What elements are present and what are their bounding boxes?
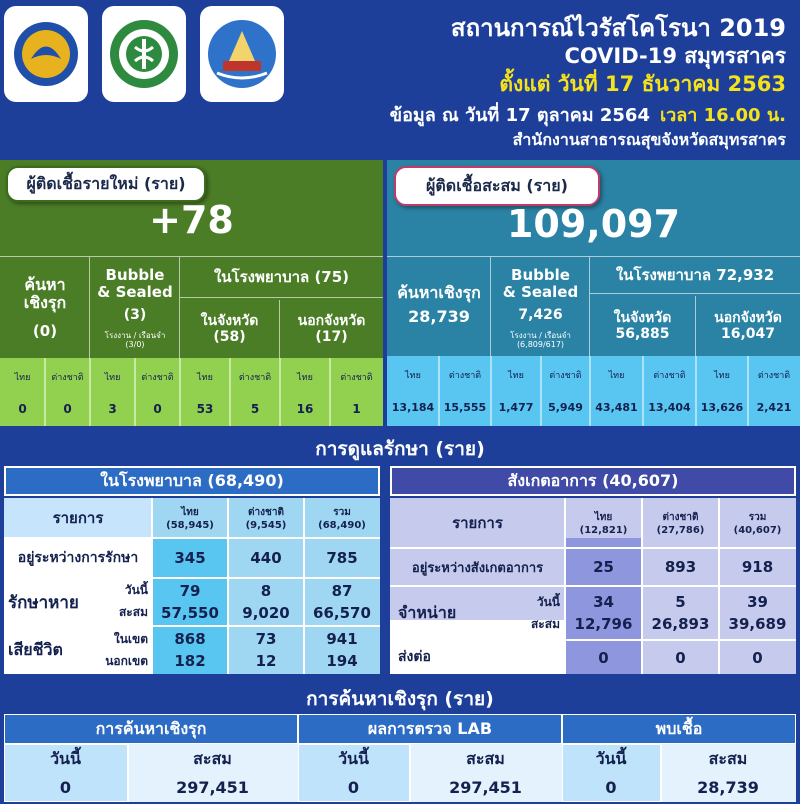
page-title: สถานการณ์ไวรัสโคโรนา 2019 — [450, 14, 786, 42]
observe-col-item: รายการ — [452, 514, 503, 532]
observe-discharged-today-value: 34 — [593, 593, 614, 611]
cum-foreign-label: ต่างชาติ — [448, 370, 482, 381]
cum-foreign-label: ต่างชาติ — [653, 370, 686, 381]
hospital-recovered-cum-value: 66,570 — [313, 604, 371, 622]
cum-thai-label: ไทย — [714, 370, 730, 381]
cum-breakdown-value: 13,184 — [391, 400, 435, 414]
observe-discharged-cum-value: 26,893 — [651, 615, 710, 633]
hospital-table-title: ในโรงพยาบาล (68,490) — [100, 470, 284, 490]
new-bubble-label: Bubble & Sealed — [97, 265, 173, 301]
observe-col-foreign: ต่างชาติ (27,786) — [656, 512, 705, 536]
cum-breakdown-value: 43,481 — [595, 400, 638, 414]
proactive-cum-value: 297,451 — [449, 777, 522, 797]
new-thai-label: ไทย — [197, 372, 213, 383]
proactive-group-title: พบเชื้อ — [655, 718, 703, 738]
cum-bubble-sub: โรงงาน / เรือนจำ (6,809/617) — [510, 330, 571, 349]
observe-col-thai: ไทย (12,821) — [579, 512, 628, 536]
new-foreign-label: ต่างชาติ — [238, 372, 272, 383]
proactive-cum-label: สะสม — [466, 748, 505, 768]
cum-proactive-label: ค้นหาเชิงรุก — [397, 282, 481, 302]
observe-discharged-today-value: 39 — [747, 593, 768, 611]
province-logo — [200, 6, 284, 102]
proactive-group-title: ผลการตรวจ LAB — [367, 718, 493, 738]
hospital-row-deaths: เสียชีวิต — [8, 639, 63, 659]
care-title: การดูแลรักษา (ราย) — [315, 438, 485, 460]
data-time: เวลา 16.00 น. — [659, 105, 786, 126]
hospital-recovered-today-value: 79 — [179, 582, 201, 600]
hospital-deaths-in-value: 868 — [174, 630, 206, 648]
new-breakdown-value: 1 — [352, 402, 361, 417]
hospital-col-foreign: ต่างชาติ (9,545) — [245, 507, 287, 531]
hospital-deaths-in-value: 941 — [326, 630, 358, 648]
cum-breakdown-value: 1,477 — [498, 400, 534, 414]
observe-col-total: รวม (40,607) — [733, 512, 782, 536]
ministry-logo — [102, 6, 186, 102]
cum-bubble-count: 7,426 — [518, 306, 563, 323]
cum-breakdown-value: 13,626 — [700, 400, 744, 414]
hospital-col-item: รายการ — [52, 509, 104, 527]
new-foreign-label: ต่างชาติ — [51, 372, 84, 383]
new-breakdown-value: 53 — [196, 402, 214, 417]
proactive-today-label: วันนี้ — [50, 748, 81, 768]
cum-bubble-label: Bubble & Sealed — [502, 265, 579, 301]
cumulative-label: ผู้ติดเชื้อสะสม (ราย) — [394, 166, 600, 206]
new-thai-label: ไทย — [14, 372, 31, 383]
observe-discharged-today-label: วันนี้ — [536, 594, 560, 609]
hospital-col-total: รวม (68,490) — [318, 507, 366, 531]
new-breakdown-value: 0 — [18, 402, 27, 417]
cum-thai-label: ไทย — [508, 370, 524, 381]
new-breakdown-value: 0 — [153, 402, 162, 417]
new-cases-label: ผู้ติดเชื้อรายใหม่ (ราย) — [6, 166, 206, 202]
proactive-cum-value: 297,451 — [176, 777, 249, 797]
observe-referred-value: 0 — [675, 649, 686, 667]
new-foreign-label: ต่างชาติ — [141, 372, 174, 383]
data-date: ข้อมูล ณ วันที่ 17 ตุลาคม 2564 — [389, 105, 650, 126]
observe-discharged-cum-value: 12,796 — [574, 615, 633, 633]
proactive-today-label: วันนี้ — [595, 748, 627, 768]
hospital-treating-value: 345 — [174, 549, 206, 567]
observe-discharged-cum-value: 39,689 — [728, 615, 787, 633]
observe-referred-value: 0 — [598, 649, 609, 667]
new-proactive-label: ค้นหา เชิงรุก — [23, 274, 67, 312]
observe-referred-value: 0 — [752, 649, 763, 667]
proactive-cum-label: สะสม — [708, 748, 748, 768]
new-breakdown-value: 3 — [108, 402, 117, 417]
observe-discharged-today-value: 5 — [675, 593, 686, 611]
observe-table-title: สังเกตอาการ (40,607) — [507, 470, 679, 490]
new-breakdown-value: 0 — [63, 402, 72, 417]
new-breakdown-value: 16 — [296, 402, 314, 417]
page-subtitle: COVID-19 สมุทรสาคร — [564, 44, 786, 68]
cum-breakdown-value: 15,555 — [443, 400, 487, 414]
cum-out-province: นอกจังหวัด 16,047 — [714, 309, 782, 342]
new-thai-label: ไทย — [104, 372, 121, 383]
proactive-cum-value: 28,739 — [697, 777, 759, 797]
hospital-treating-value: 785 — [326, 549, 358, 567]
hospital-col-thai: ไทย (58,945) — [166, 507, 214, 531]
cum-in-province: ในจังหวัด 56,885 — [590, 296, 696, 356]
proactive-today-value: 0 — [347, 777, 360, 797]
hospital-recovered-today-value: 87 — [331, 582, 353, 600]
cum-foreign-label: ต่างชาติ — [549, 370, 582, 381]
hospital-deaths-in-value: 73 — [255, 630, 277, 648]
hospital-recovered-today-value: 8 — [260, 582, 272, 600]
new-bubble-sub: โรงงาน / เรือนจำ (3/0) — [104, 330, 166, 349]
hospital-row-recovered: รักษาหาย — [8, 592, 79, 613]
observe-row-observing: อยู่ระหว่างสังเกตอาการ — [411, 560, 544, 576]
new-in-province: ในจังหวัด (58) — [180, 300, 280, 358]
cum-proactive-count: 28,739 — [408, 306, 470, 326]
new-cases-total: +78 — [149, 198, 234, 242]
hospital-recovered-cum-value: 9,020 — [242, 604, 290, 622]
hospital-recovered-cum-value: 57,550 — [161, 604, 219, 622]
cum-foreign-label: ต่างชาติ — [757, 370, 791, 381]
new-thai-label: ไทย — [297, 372, 313, 383]
cum-breakdown-value: 13,404 — [648, 400, 691, 414]
since-line: ตั้งแต่ วันที่ 17 ธันวาคม 2563 — [499, 72, 786, 96]
office-name: สำนักงานสาธารณสุขจังหวัดสมุทรสาคร — [512, 130, 786, 149]
observe-observing-value: 25 — [593, 558, 614, 576]
observe-row-discharged: จำหน่าย — [398, 602, 457, 622]
new-out-province: นอกจังหวัด (17) — [297, 312, 366, 345]
new-foreign-label: ต่างชาติ — [340, 372, 373, 383]
new-bubble-count: (3) — [123, 306, 147, 323]
observe-observing-value: 893 — [664, 558, 697, 576]
cum-thai-label: ไทย — [405, 370, 421, 381]
hospital-deaths-out-value: 12 — [255, 652, 277, 670]
cum-hospital-label: ในโรงพยาบาล 72,932 — [590, 258, 800, 294]
observe-row-referred: ส่งต่อ — [398, 649, 431, 665]
proactive-cum-label: สะสม — [193, 748, 232, 768]
cumulative-total: 109,097 — [506, 202, 681, 246]
observe-observing-value: 918 — [741, 558, 774, 576]
proactive-today-value: 0 — [605, 777, 617, 797]
hospital-deaths-out-value: 182 — [174, 652, 206, 670]
cum-thai-label: ไทย — [608, 370, 625, 381]
hospital-recovered-cum-label: สะสม — [118, 604, 148, 619]
observe-discharged-cum-label: สะสม — [530, 616, 560, 631]
hospital-treating-value: 440 — [250, 549, 282, 567]
proactive-title: การค้นหาเชิงรุก (ราย) — [306, 688, 494, 710]
proactive-today-label: วันนี้ — [338, 748, 369, 768]
cum-breakdown-value: 2,421 — [756, 400, 792, 414]
cum-breakdown-value: 5,949 — [548, 400, 583, 414]
proactive-today-value: 0 — [59, 777, 72, 797]
new-breakdown-value: 5 — [250, 402, 260, 417]
hospital-recovered-today-label: วันนี้ — [124, 582, 148, 597]
hospital-deaths-in-label: ในเขต — [113, 631, 148, 646]
proactive-group-title: การค้นหาเชิงรุก — [95, 718, 207, 738]
new-hospital-label: ในโรงพยาบาล (75) — [180, 258, 383, 298]
hospital-deaths-out-value: 194 — [326, 652, 358, 670]
seal-logo — [4, 6, 88, 102]
new-proactive-count: (0) — [32, 322, 58, 341]
hospital-row-treating: อยู่ระหว่างการรักษา — [17, 550, 139, 566]
hospital-deaths-out-label: นอกเขต — [105, 653, 148, 668]
